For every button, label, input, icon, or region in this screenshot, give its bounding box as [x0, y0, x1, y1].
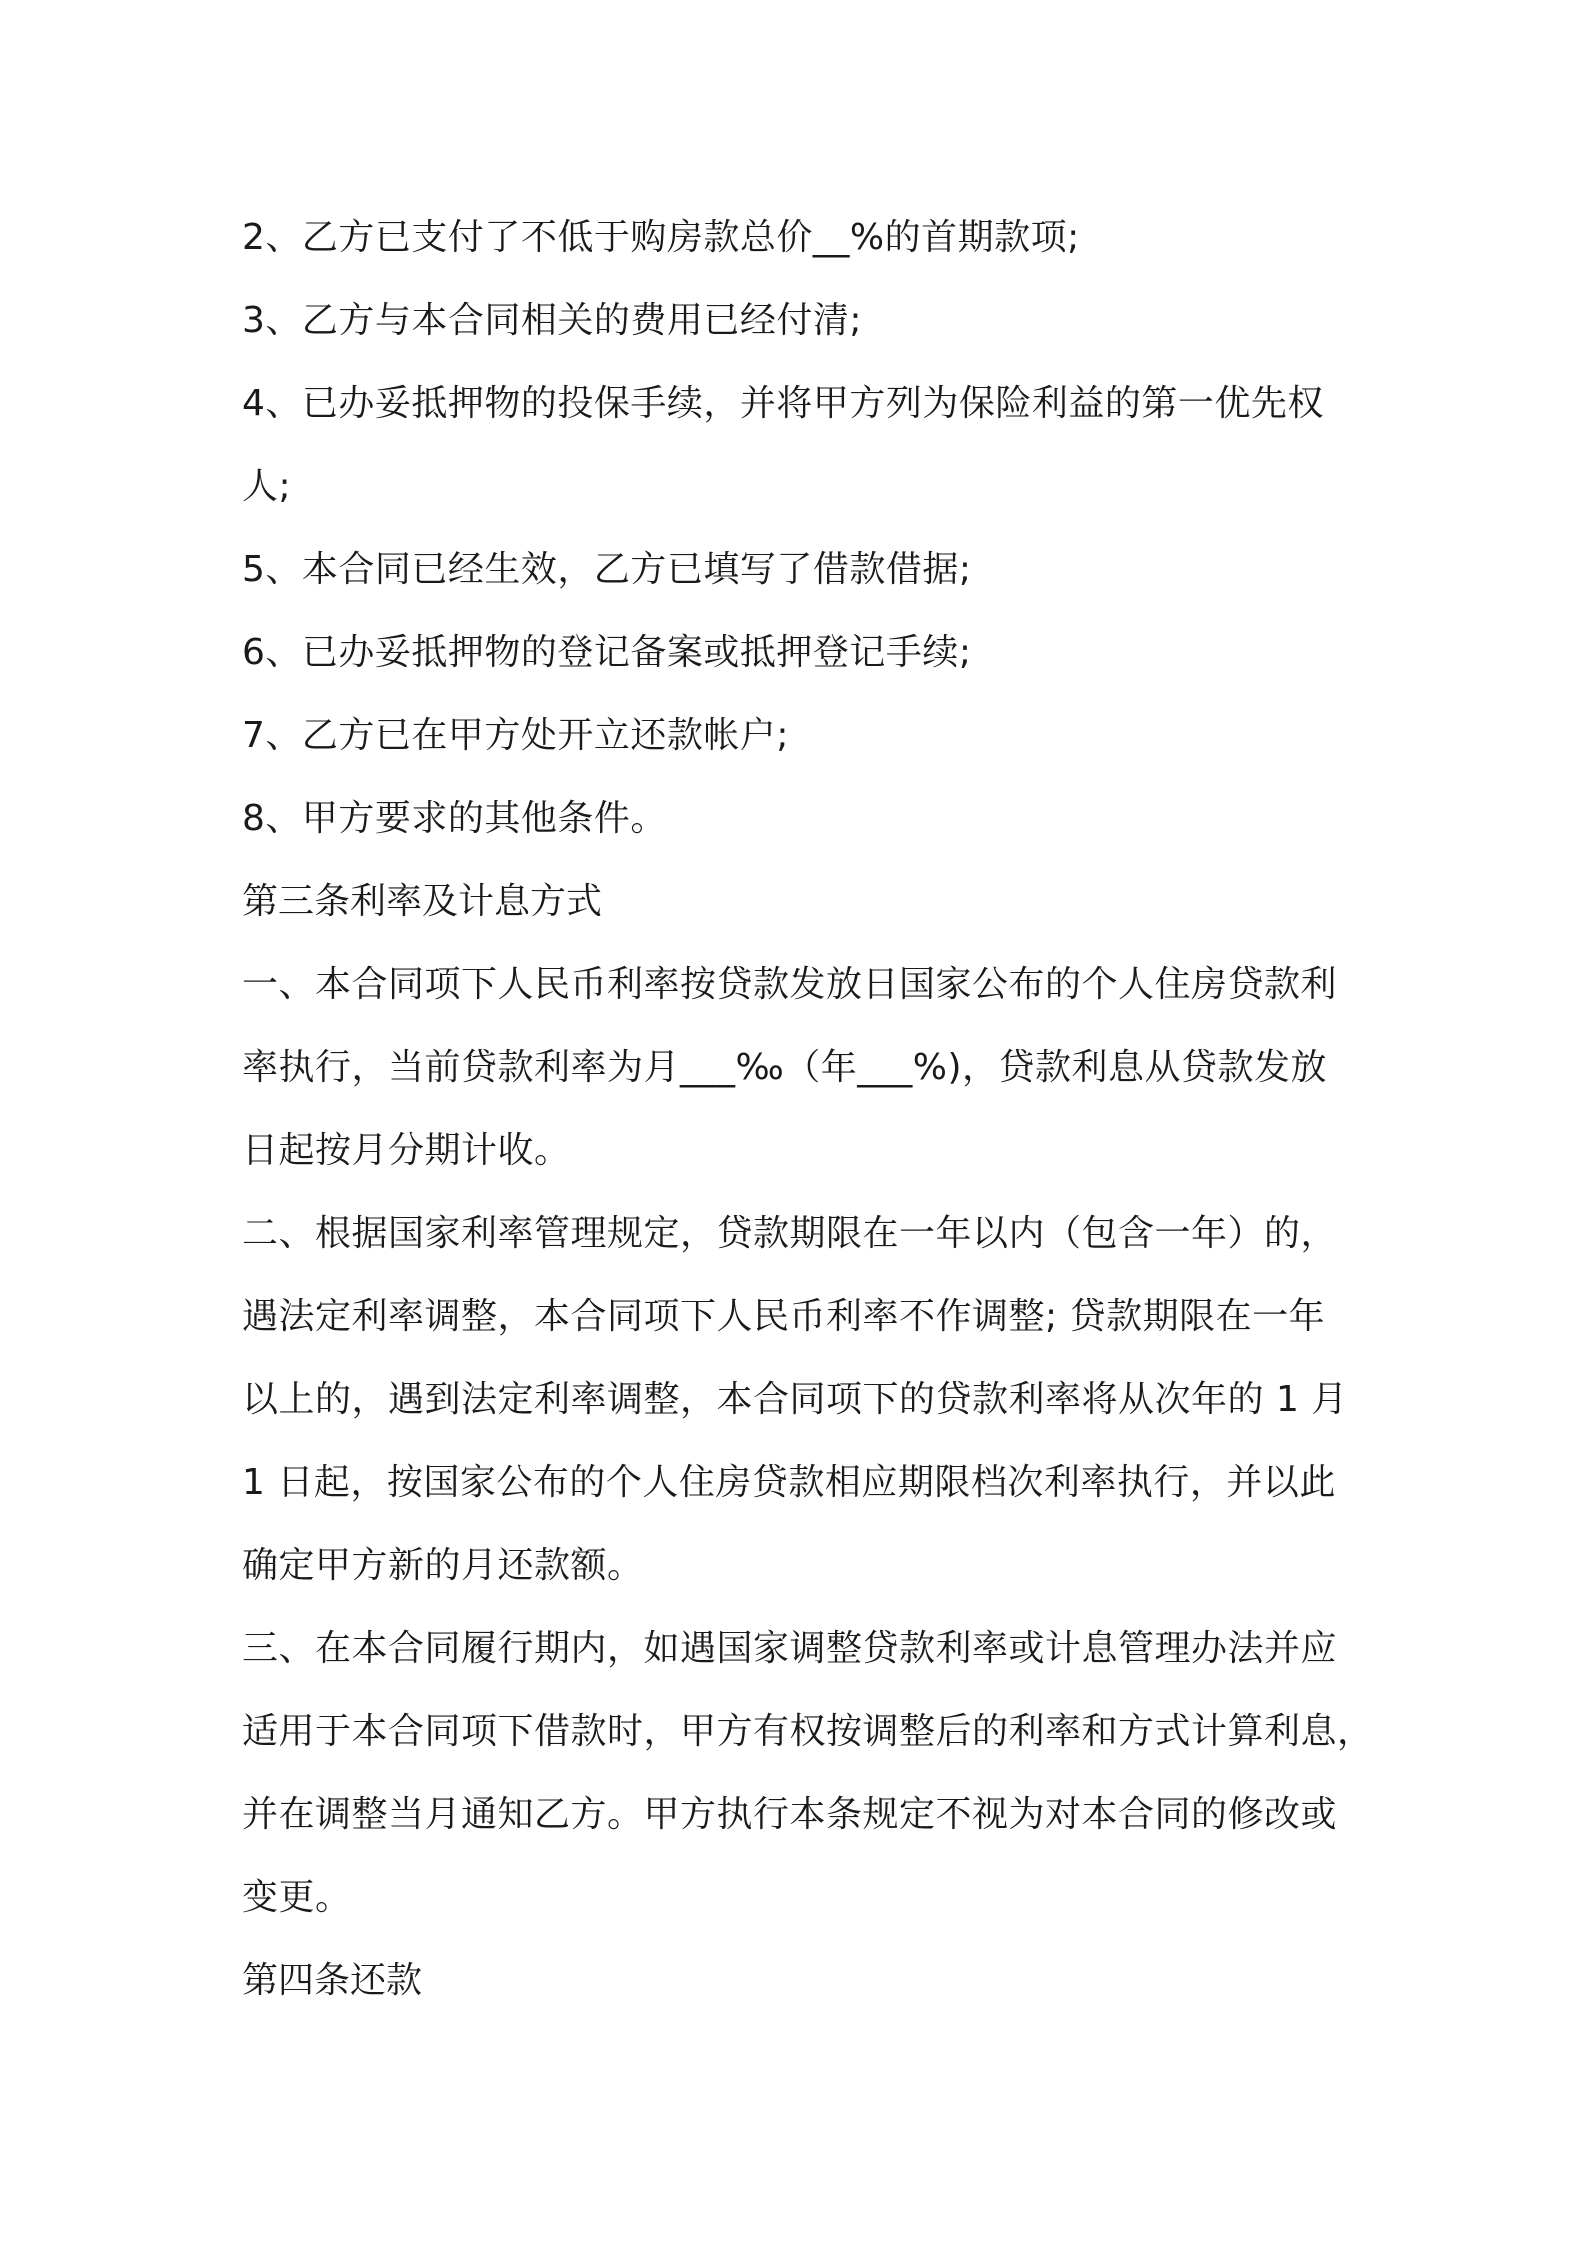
article-3-para-1-line-3: 日起按月分期计收。 — [242, 1130, 571, 1171]
article-3-para-2-line-5: 确定甲方新的月还款额。 — [242, 1545, 644, 1586]
clause-condition-4-continued: 人; — [242, 466, 292, 507]
article-3-para-1-line-1: 一、本合同项下人民币利率按贷款发放日国家公布的个人住房贷款利 — [242, 964, 1338, 1005]
article-4-heading: 第四条还款 — [242, 1960, 423, 2001]
article-3-para-2-line-2: 遇法定利率调整，本合同项下人民币利率不作调整; 贷款期限在一年 — [242, 1296, 1326, 1337]
article-3-para-3-line-3: 并在调整当月通知乙方。甲方执行本条规定不视为对本合同的修改或 — [242, 1794, 1338, 1835]
article-3-para-2-line-4: 1 日起，按国家公布的个人住房贷款相应期限档次利率执行，并以此 — [242, 1462, 1336, 1503]
article-3-para-2-line-3: 以上的，遇到法定利率调整，本合同项下的贷款利率将从次年的 1 月 — [242, 1379, 1348, 1420]
article-3-para-3-line-2: 适用于本合同项下借款时，甲方有权按调整后的利率和方式计算利息， — [242, 1711, 1374, 1752]
clause-condition-5: 5、本合同已经生效，乙方已填写了借款借据; — [242, 549, 972, 590]
clause-condition-4: 4、已办妥抵押物的投保手续，并将甲方列为保险利益的第一优先权 — [242, 383, 1324, 424]
article-3-para-2-line-1: 二、根据国家利率管理规定，贷款期限在一年以内（包含一年）的， — [242, 1213, 1338, 1254]
article-3-heading: 第三条利率及计息方式 — [242, 881, 603, 922]
clause-condition-7: 7、乙方已在甲方处开立还款帐户; — [242, 715, 790, 756]
clause-condition-3: 3、乙方与本合同相关的费用已经付清; — [242, 300, 863, 341]
article-3-para-1-line-2: 率执行，当前贷款利率为月___‰（年___%)，贷款利息从贷款发放 — [242, 1047, 1328, 1088]
article-3-para-3-line-4: 变更。 — [242, 1877, 352, 1918]
document-body — [242, 196, 1374, 2022]
article-3-para-3-line-1: 三、在本合同履行期内，如遇国家调整贷款利率或计息管理办法并应 — [242, 1628, 1338, 1669]
clause-condition-2: 2、乙方已支付了不低于购房款总价__%的首期款项; — [242, 217, 1080, 258]
clause-condition-6: 6、已办妥抵押物的登记备案或抵押登记手续; — [242, 632, 972, 673]
clause-condition-8: 8、甲方要求的其他条件。 — [242, 798, 667, 839]
